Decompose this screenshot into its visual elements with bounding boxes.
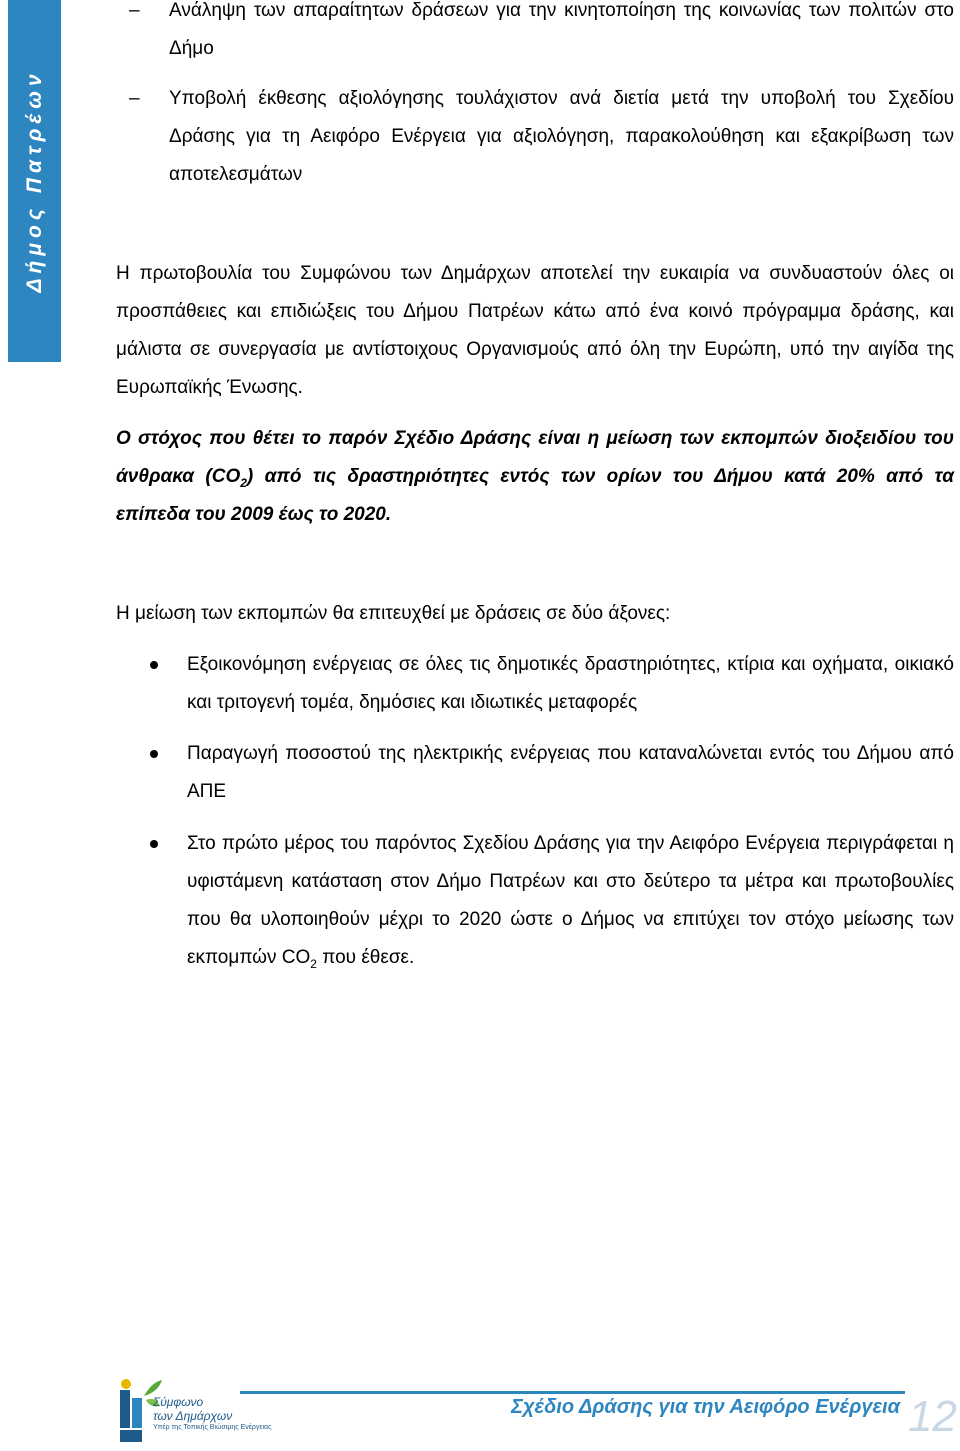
goal-text-1: Ο στόχος που θέτει το παρόν Σχέδιο Δράσης είναι η μείωση των εκπομπών διοξειδίου του άνθρακα (CO bbox=[116, 428, 954, 487]
paragraph-axes: Η μείωση των εκπομπών θα επιτευχθεί με δράσεις σε δύο άξονες: bbox=[116, 603, 671, 624]
goal-text-2: ) από τις δραστηριότητες εντός των ορίων του Δήμου κατά 20% από τα επίπεδα του 2009 έως το 2020. bbox=[116, 466, 954, 525]
dash-marker: – bbox=[129, 88, 140, 109]
bullet-item bbox=[187, 825, 954, 977]
bullet-item bbox=[187, 735, 954, 811]
bullet-subscript: 2 bbox=[310, 956, 317, 971]
logo-tagline: Υπέρ της Τοπικής Βιώσιμης Ενέργειας bbox=[153, 1424, 272, 1431]
bullet-text: Παραγωγή ποσοστού της ηλεκτρικής ενέργειας που καταναλώνεται εντός του Δήμου από ΑΠΕ bbox=[187, 743, 954, 802]
footer-divider bbox=[240, 1391, 905, 1394]
footer-title: Σχέδιο Δράσης για την Αειφόρο Ενέργεια bbox=[511, 1396, 900, 1418]
bullet-text: Εξοικονόμηση ενέργειας σε όλες τις δημοτικές δραστηριότητες, κτίρια και οχήματα, οικιακό και τριτογενή τομέα, δημόσιες και ιδιωτικές μεταφορές bbox=[187, 654, 954, 713]
page-number: 12 bbox=[908, 1392, 957, 1441]
logo-line-2: των Δημάρχων bbox=[153, 1409, 233, 1423]
goal-subscript: 2 bbox=[240, 475, 247, 490]
paragraph-intro: Η πρωτοβουλία του Συμφώνου των Δημάρχων αποτελεί την ευκαιρία να συνδυαστούν όλες οι προσπάθειες και επιδιώξεις του Δήμου Πατρέων κάτω από ένα κοινό πρόγραμμα δράσης, και μάλιστα σε συνεργασία με αντίστοιχους Οργανισμούς από όλη την Ευρώπη, υπό την αιγίδα της Ευρωπαϊκής Ένωσης. bbox=[116, 263, 954, 398]
bullet-dot bbox=[150, 661, 158, 669]
dash-marker: – bbox=[129, 0, 140, 21]
bullet-dot bbox=[150, 750, 158, 758]
side-tab bbox=[8, 0, 61, 362]
bullet-dot bbox=[150, 840, 158, 848]
dash-item-text: Ανάληψη των απαραίτητων δράσεων για την κινητοποίηση της κοινωνίας των πολιτών στο Δήμο bbox=[169, 0, 954, 59]
dash-item-text: Υποβολή έκθεσης αξιολόγησης τουλάχιστον ανά διετία μετά την υποβολή του Σχεδίου Δράσης για τη Αειφόρο Ενέργεια για αξιολόγηση, παρακολούθηση και εξακρίβωση των αποτελεσμάτων bbox=[169, 88, 954, 185]
goal-paragraph bbox=[116, 420, 954, 534]
side-tab-label: Δήμος Πατρέων bbox=[22, 69, 46, 293]
dash-item bbox=[129, 80, 954, 194]
bullet-text-end: που έθεσε. bbox=[316, 947, 415, 968]
logo-line-1: Σύμφωνο bbox=[153, 1395, 204, 1409]
bullet-item bbox=[187, 646, 954, 722]
dash-item bbox=[129, 0, 954, 68]
bullet-text: Στο πρώτο μέρος του παρόντος Σχεδίου Δράσης για την Αειφόρο Ενέργεια περιγράφεται η υφιστάμενη κατάσταση στον Δήμο Πατρέων και στο δεύτερο τα μέτρα και πρωτοβουλίες που θα υλοποιηθούν μέχρι το 2020 ώστε ο Δήμος να επιτύχει τον στόχο μείωσης των εκπομπών CO bbox=[187, 833, 954, 968]
